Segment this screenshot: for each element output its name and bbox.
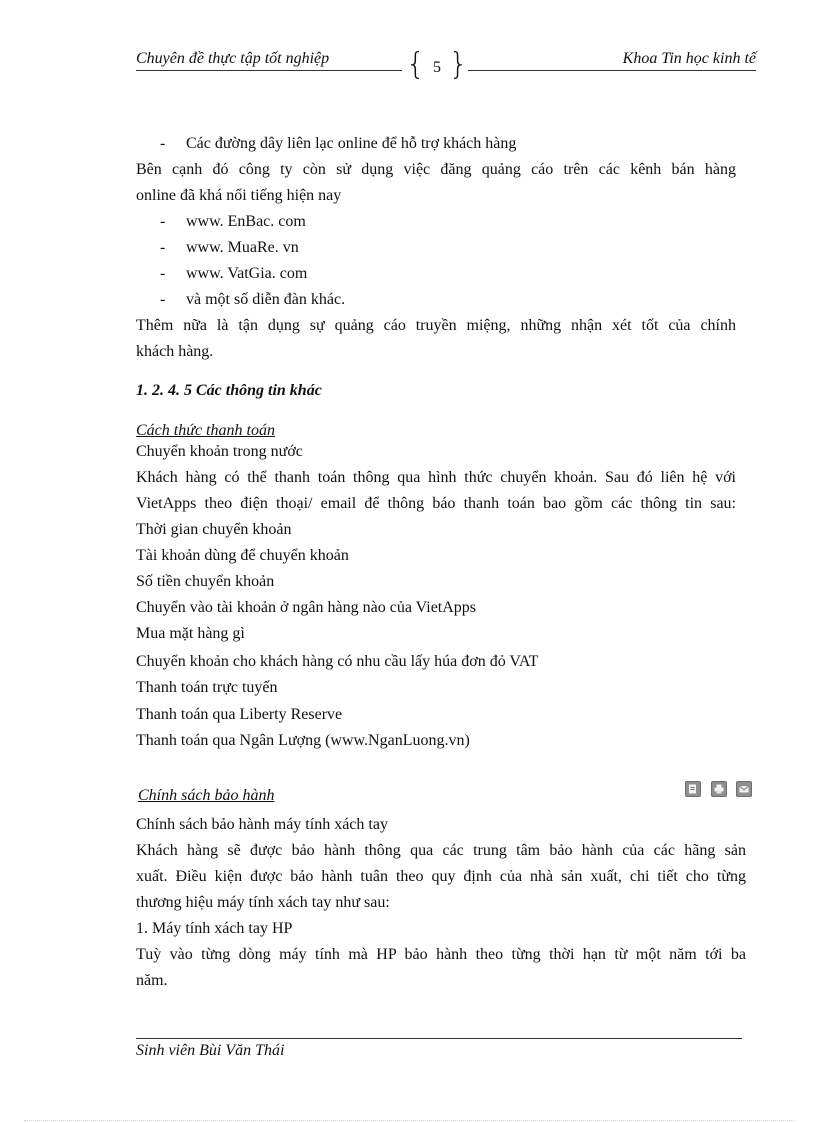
paragraph-line: thương hiệu máy tính xách tay như sau: — [136, 894, 390, 911]
paragraph-line: Tài khoản dùng để chuyển khoản — [136, 547, 349, 564]
paragraph-line: VietApps theo điện thoại/ email để thông báo thanh toán bao gồm các thông tin sau: — [136, 495, 736, 512]
section-heading: 1. 2. 4. 5 Các thông tin khác — [136, 382, 322, 399]
page-number-box — [406, 47, 468, 86]
payment-section-title: Cách thức thanh toán — [136, 422, 275, 439]
footer-rule — [136, 1038, 742, 1039]
page-bottom-border — [24, 1120, 794, 1121]
paragraph-line: Thanh toán qua Liberty Reserve — [136, 706, 343, 723]
header-right-title: Khoa Tin học kinh tế — [622, 50, 756, 67]
bullet-dash: - — [160, 239, 166, 256]
bullet-dash: - — [160, 135, 166, 152]
list-item-text: www. VatGia. com — [186, 265, 308, 282]
list-item-text: Các đường dây liên lạc online để hỗ trợ khách hàng — [186, 135, 517, 152]
list-item — [160, 212, 760, 232]
bullet-dash: - — [160, 291, 166, 308]
share-toolbar — [685, 781, 755, 799]
paragraph-line: online đã khá nổi tiếng hiện nay — [136, 187, 342, 204]
paragraph-line: năm. — [136, 972, 168, 989]
list-item-text: www. MuaRe. vn — [186, 239, 299, 256]
paragraph-line: xuất. Điều kiện được bảo hành tuân theo quy định của nhà sản xuất, chi tiết cho từng — [136, 868, 746, 885]
paragraph-line: Khách hàng sẽ được bảo hành thông qua các trung tâm bảo hành của các hãng sản — [136, 842, 746, 859]
email-icon[interactable] — [736, 781, 752, 797]
list-item-text: www. EnBac. com — [186, 213, 306, 230]
paragraph-line: Mua mặt hàng gì — [136, 625, 245, 642]
paragraph-line: Thanh toán trực tuyến — [136, 679, 278, 696]
paragraph-line: Tuỳ vào từng dòng máy tính mà HP bảo hành theo từng thời hạn từ một năm tới ba — [136, 946, 746, 963]
paragraph-line: Chính sách bảo hành máy tính xách tay — [136, 816, 388, 833]
paragraph-line: Thanh toán qua Ngân Lượng (www.NganLuong.vn) — [136, 732, 470, 749]
bullet-dash: - — [160, 265, 166, 282]
bullet-dash: - — [160, 213, 166, 230]
paragraph-line: 1. Máy tính xách tay HP — [136, 920, 293, 937]
list-item — [160, 290, 760, 310]
list-item-text: và một số diễn đàn khác. — [186, 291, 346, 308]
paragraph-line: Chuyển khoản cho khách hàng có nhu cầu lấy húa đơn đỏ VAT — [136, 653, 539, 670]
pdf-icon[interactable] — [685, 781, 701, 797]
list-item — [160, 238, 760, 258]
footer-author: Sinh viên Bùi Văn Thái — [136, 1042, 285, 1059]
close-brace-icon: } — [448, 47, 468, 82]
header-left-title: Chuyên đề thực tập tốt nghiệp — [136, 50, 330, 67]
list-item — [160, 134, 760, 154]
paragraph-line: Chuyển khoản trong nước — [136, 443, 303, 460]
header-rule-right — [468, 70, 756, 71]
header-rule-left — [136, 70, 402, 71]
page-number: 5 — [433, 59, 441, 76]
paragraph-line: Thời gian chuyển khoản — [136, 521, 292, 538]
open-brace-icon: { — [406, 47, 426, 82]
paragraph-line: Khách hàng có thể thanh toán thông qua hình thức chuyển khoản. Sau đó liên hệ với — [136, 469, 736, 486]
paragraph-line: Thêm nữa là tận dụng sự quảng cáo truyền miệng, những nhận xét tốt của chính — [136, 317, 736, 334]
paragraph-line: Chuyển vào tài khoản ở ngân hàng nào của VietApps — [136, 599, 477, 616]
paragraph-line: khách hàng. — [136, 343, 214, 360]
paragraph-line: Số tiền chuyển khoản — [136, 573, 275, 590]
warranty-section-title: Chính sách bảo hành — [138, 787, 275, 804]
paragraph-line: Bên cạnh đó công ty còn sử dụng việc đăng quảng cáo trên các kênh bán hàng — [136, 161, 736, 178]
list-item — [160, 264, 760, 284]
print-icon[interactable] — [711, 781, 727, 797]
page-header — [136, 46, 756, 86]
